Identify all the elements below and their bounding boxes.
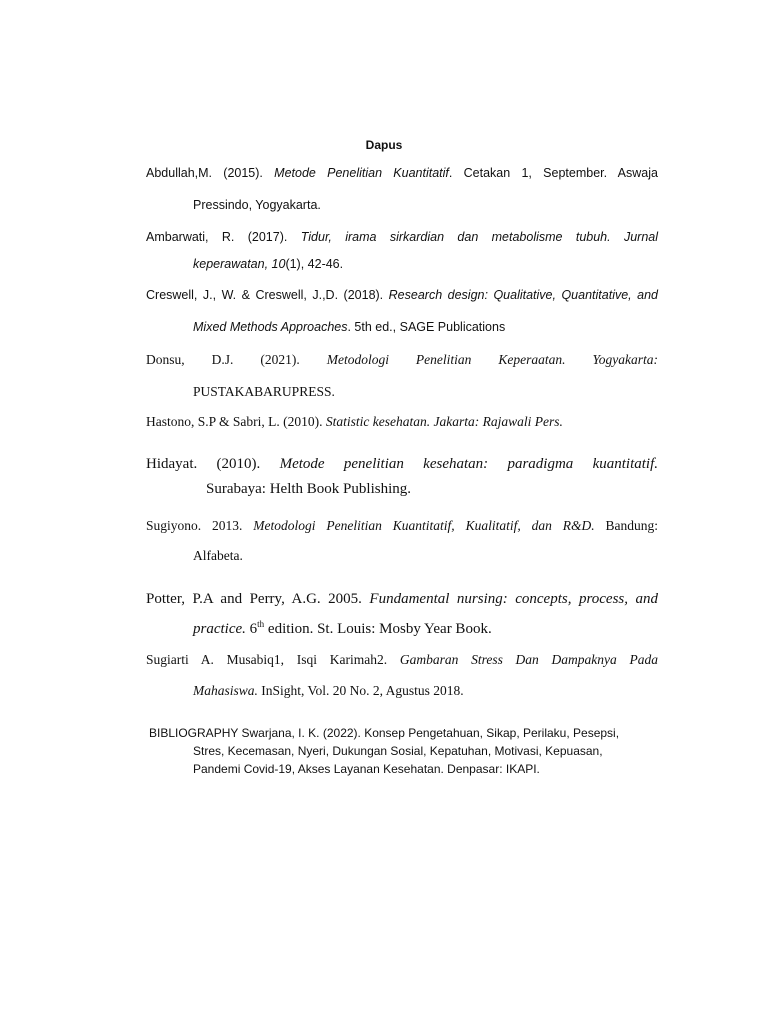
ref-author: Donsu, D.J. (2021). — [146, 352, 300, 367]
ref-title: Tidur, irama sirkardian dan metabolisme tubuh. Jurnal — [300, 230, 659, 244]
ref-edition-number: 6 — [245, 621, 258, 637]
reference-potter — [146, 591, 658, 638]
ref-title: Statistic kesehatan. Jakarta: Rajawali Pers. — [325, 414, 563, 429]
ref-author: Potter, P.A and Perry, A.G. 2005. — [146, 591, 362, 607]
ref-publisher: . 5th ed., SAGE Publications — [347, 320, 506, 334]
ref-title: Metode penelitian kesehatan: paradigma kuantitatif. — [279, 456, 658, 472]
ref-author: Abdullah,M. (2015). — [146, 166, 263, 180]
ref-line-2: Stres, Kecemasan, Nyeri, Dukungan Sosial, Kepatuhan, Motivasi, Kepuasan, — [193, 744, 603, 758]
reference-creswell — [146, 287, 658, 336]
ref-author: Sugiarti A. Musabiq1, Isqi Karimah2. — [146, 652, 388, 667]
ref-journal: keperawatan, 10 — [193, 257, 286, 271]
ref-publisher: . Cetakan 1, September. Aswaja — [448, 166, 658, 180]
ref-title: Metodologi Penelitian Kuantitatif, Kualitatif, dan R&D. — [253, 518, 595, 533]
ref-title: Gambaran Stress Dan Dampaknya Pada — [399, 652, 659, 667]
ref-line-3: Pandemi Covid-19, Akses Layanan Kesehatan. Denpasar: IKAPI. — [193, 762, 540, 776]
ref-publisher: Alfabeta. — [193, 548, 243, 563]
ref-publisher: PUSTAKABARUPRESS. — [193, 384, 335, 399]
reference-sugiarti — [146, 651, 658, 699]
ref-publisher: InSight, Vol. 20 No. 2, Agustus 2018. — [257, 683, 464, 698]
ref-title-cont: Mixed Methods Approaches — [193, 320, 348, 334]
reference-abdullah — [146, 165, 658, 214]
ref-author: Hastono, S.P & Sabri, L. (2010). — [146, 414, 323, 429]
ref-edition-suffix: th — [257, 619, 265, 629]
ref-publisher: edition. St. Louis: Mosby Year Book. — [264, 621, 492, 637]
page-title: Dapus — [365, 138, 403, 152]
ref-city: Bandung: — [594, 518, 658, 533]
reference-hidayat — [146, 456, 658, 498]
ref-title: Metodologi Penelitian Keperaatan. Yogyakarta: — [326, 352, 658, 367]
ref-title: Research design: Qualitative, Quantitative, and — [388, 288, 658, 302]
ref-continuation: Pressindo, Yogyakarta. — [193, 198, 321, 212]
ref-title: Fundamental nursing: concepts, process, and — [369, 591, 658, 607]
ref-title: Metode Penelitian Kuantitatif — [274, 166, 449, 180]
reference-sugiyono — [146, 517, 658, 564]
ref-author: Hidayat. (2010). — [146, 456, 261, 472]
reference-donsu — [146, 351, 658, 400]
reference-ambarwati — [146, 229, 658, 273]
reference-swarjana — [149, 724, 669, 778]
ref-author: Creswell, J., W. & Creswell, J.,D. (2018). — [146, 288, 384, 302]
ref-author: Ambarwati, R. (2017). — [146, 230, 288, 244]
ref-title-cont: practice. — [193, 621, 246, 637]
ref-line-1: BIBLIOGRAPHY Swarjana, I. K. (2022). Konsep Pengetahuan, Sikap, Perilaku, Pesepsi, — [149, 726, 620, 740]
ref-issue: (1), 42-46. — [285, 257, 344, 271]
ref-author: Sugiyono. 2013. — [146, 518, 243, 533]
ref-publisher: Surabaya: Helth Book Publishing. — [206, 481, 411, 497]
ref-title-cont: Mahasiswa. — [193, 683, 258, 698]
reference-hastono — [146, 413, 658, 430]
